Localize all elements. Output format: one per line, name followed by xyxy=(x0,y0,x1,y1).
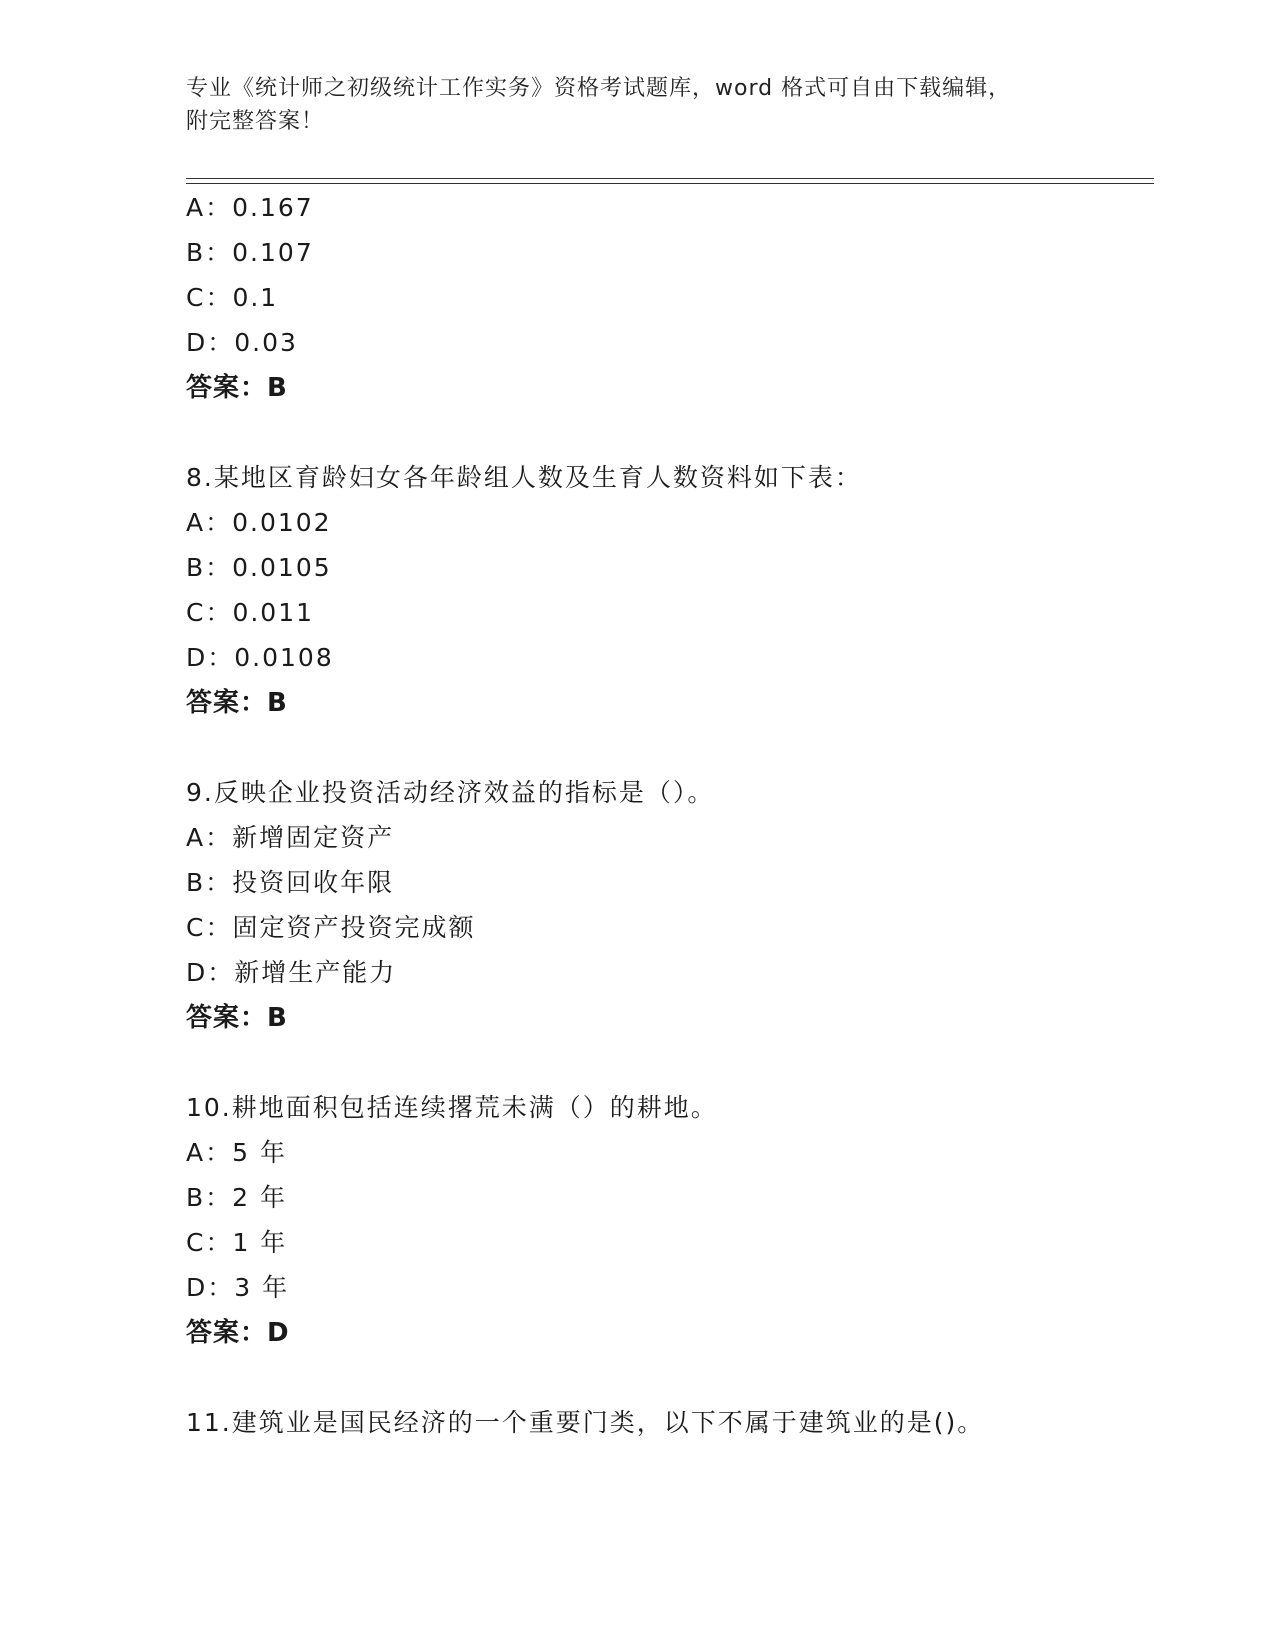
question-8: 8.某地区育龄妇女各年龄组人数及生育人数资料如下表： xyxy=(186,463,862,492)
option-c: C：0.011 xyxy=(186,598,315,627)
answer-line: 答案：B xyxy=(186,373,288,403)
answer-line: 答案：B xyxy=(186,1003,288,1033)
option-c: C：1 年 xyxy=(186,1228,288,1257)
option-a: A：新增固定资产 xyxy=(186,823,395,852)
document-header xyxy=(186,72,1066,138)
option-a: A：0.167 xyxy=(186,193,314,222)
answer-line: 答案：B xyxy=(186,688,288,718)
option-d: D：0.03 xyxy=(186,328,298,357)
header-line-1: 专业《统计师之初级统计工作实务》资格考试题库，word 格式可自由下载编辑， xyxy=(186,76,1012,101)
option-b: B：0.107 xyxy=(186,238,314,267)
question-10: 10.耕地面积包括连续撂荒未满（）的耕地。 xyxy=(186,1093,718,1122)
option-b: B：2 年 xyxy=(186,1183,288,1212)
option-d: D：新增生产能力 xyxy=(186,958,397,987)
option-d: D：0.0108 xyxy=(186,643,334,672)
option-d: D：3 年 xyxy=(186,1273,290,1302)
option-b: B：0.0105 xyxy=(186,553,332,582)
header-divider-bottom xyxy=(186,183,1154,184)
option-b: B：投资回收年限 xyxy=(186,868,395,897)
header-divider-top xyxy=(186,178,1154,179)
option-a: A：5 年 xyxy=(186,1138,287,1167)
question-11: 11.建筑业是国民经济的一个重要门类，以下不属于建筑业的是()。 xyxy=(186,1408,985,1437)
answer-line: 答案：D xyxy=(186,1318,290,1348)
header-line-2: 附完整答案！ xyxy=(186,109,325,134)
option-c: C：0.1 xyxy=(186,283,279,312)
option-a: A：0.0102 xyxy=(186,508,332,537)
question-9: 9.反映企业投资活动经济效益的指标是（）。 xyxy=(186,778,715,807)
option-c: C：固定资产投资完成额 xyxy=(186,913,476,942)
